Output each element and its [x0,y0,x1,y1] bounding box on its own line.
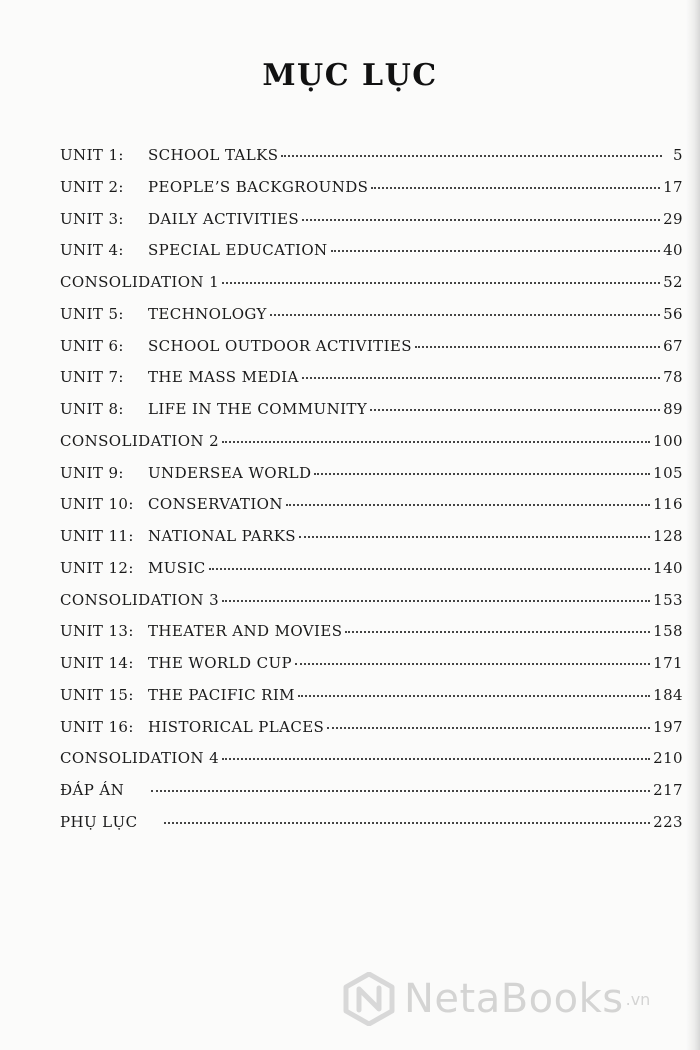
toc-section-title: CONSOLIDATION 4 [60,749,220,768]
page-edge-shadow [686,0,700,1050]
toc-unit-label: UNIT 12: [60,558,134,577]
toc-dot-leader [222,599,650,602]
toc-topic: CONSERVATION [148,495,283,514]
toc-topic: SCHOOL OUTDOOR ACTIVITIES [148,336,412,355]
toc-entry[interactable] [60,807,683,839]
table-of-contents [60,140,683,839]
toc-page-number: 56 [663,304,683,323]
toc-topic: TECHNOLOGY [148,304,267,323]
toc-page-number: 78 [663,368,683,387]
toc-topic: UNDERSEA WORLD [148,463,312,482]
toc-page-number: 153 [653,590,683,609]
toc-unit-label: UNIT 13: [60,622,134,641]
toc-dot-leader [222,757,650,760]
toc-dot-leader [314,472,650,475]
toc-dot-leader [298,694,650,697]
toc-unit-label: UNIT 1: [60,146,124,164]
toc-dot-leader [345,630,650,633]
toc-entry[interactable] [60,235,683,267]
toc-page-number: 67 [663,336,683,355]
toc-topic: NATIONAL PARKS [148,527,296,545]
toc-section-title: CONSOLIDATION 1 [60,273,220,291]
toc-topic: THE WORLD CUP [148,654,292,672]
toc-unit-label: UNIT 6: [60,336,124,355]
toc-dot-leader [415,345,660,348]
toc-page-number: 89 [663,400,683,418]
toc-page-number: 128 [653,527,683,545]
toc-page-number: 184 [653,685,683,704]
toc-page-number: 223 [653,812,683,831]
toc-topic: SCHOOL TALKS [148,146,279,164]
toc-unit-label: UNIT 15: [60,685,134,704]
toc-section-title: ĐÁP ÁN [60,781,125,799]
toc-dot-leader [209,567,650,570]
toc-unit-label: UNIT 3: [60,209,124,228]
toc-page-number: 158 [653,622,683,641]
toc-dot-leader [151,789,650,792]
toc-unit-label: UNIT 4: [60,241,124,260]
toc-dot-leader [371,186,660,189]
toc-dot-leader [222,440,650,443]
toc-section-title: CONSOLIDATION 2 [60,431,220,450]
toc-topic: DAILY ACTIVITIES [148,209,300,228]
toc-entry[interactable] [60,775,683,807]
page-title: MỤC LỤC [262,58,438,93]
toc-entry[interactable] [60,553,683,585]
toc-topic: SPECIAL EDUCATION [148,241,328,260]
netabooks-logo-icon [342,972,396,1026]
toc-page-number: 5 [673,146,683,164]
toc-entry[interactable] [60,204,683,236]
toc-page-number: 105 [653,463,683,482]
toc-unit-label: UNIT 5: [60,304,124,323]
toc-page-number: 197 [653,717,683,736]
toc-page-number: 116 [653,495,683,514]
watermark-suffix: .vn [625,989,651,1009]
toc-entry[interactable] [60,458,683,490]
toc-unit-label: UNIT 9: [60,463,124,482]
toc-entry[interactable] [60,585,683,617]
toc-dot-leader [270,313,660,316]
toc-entry[interactable] [60,172,683,204]
toc-entry[interactable] [60,648,683,680]
toc-dot-leader [331,249,661,252]
toc-entry[interactable] [60,299,683,331]
toc-unit-label: UNIT 14: [60,654,134,672]
toc-topic: THE MASS MEDIA [148,368,299,387]
toc-dot-leader [302,376,660,379]
toc-dot-leader [302,218,660,221]
toc-entry[interactable] [60,680,683,712]
watermark-brand: NetaBooks [404,976,624,1022]
toc-page-number: 17 [663,177,683,196]
toc-dot-leader [164,821,650,824]
toc-entry[interactable] [60,331,683,363]
toc-unit-label: UNIT 16: [60,717,134,736]
toc-topic: THEATER AND MOVIES [148,622,343,641]
toc-dot-leader [370,408,660,411]
toc-entry[interactable] [60,712,683,744]
toc-dot-leader [327,726,650,729]
toc-page-number: 210 [653,749,683,768]
toc-dot-leader [295,662,650,665]
toc-page-number: 217 [653,781,683,799]
toc-entry[interactable] [60,521,683,553]
toc-entry[interactable] [60,267,683,299]
toc-page-number: 29 [663,209,683,228]
toc-page-number: 100 [653,431,683,450]
toc-page-number: 140 [653,558,683,577]
toc-unit-label: UNIT 8: [60,400,124,418]
toc-unit-label: UNIT 2: [60,177,124,196]
toc-section-title: PHỤ LỤC [60,812,138,831]
toc-entry[interactable] [60,394,683,426]
toc-entry[interactable] [60,489,683,521]
toc-page-number: 40 [663,241,683,260]
toc-topic: PEOPLE’S BACKGROUNDS [148,177,369,196]
toc-unit-label: UNIT 10: [60,495,134,514]
toc-section-title: CONSOLIDATION 3 [60,590,220,609]
toc-topic: THE PACIFIC RIM [148,685,295,704]
toc-unit-label: UNIT 7: [60,368,124,387]
toc-topic: MUSIC [148,558,206,577]
toc-dot-leader [286,503,650,506]
toc-dot-leader [222,281,660,284]
toc-entry[interactable] [60,743,683,775]
toc-dot-leader [281,154,662,157]
toc-page-number: 52 [663,273,683,291]
toc-topic: LIFE IN THE COMMUNITY [148,400,368,418]
toc-entry[interactable] [60,140,683,172]
toc-topic: HISTORICAL PLACES [148,717,325,736]
toc-entry[interactable] [60,616,683,648]
toc-entry[interactable] [60,426,683,458]
toc-page-number: 171 [653,654,683,672]
toc-unit-label: UNIT 11: [60,527,134,545]
toc-entry[interactable] [60,362,683,394]
watermark [342,972,650,1026]
toc-dot-leader [299,535,650,538]
